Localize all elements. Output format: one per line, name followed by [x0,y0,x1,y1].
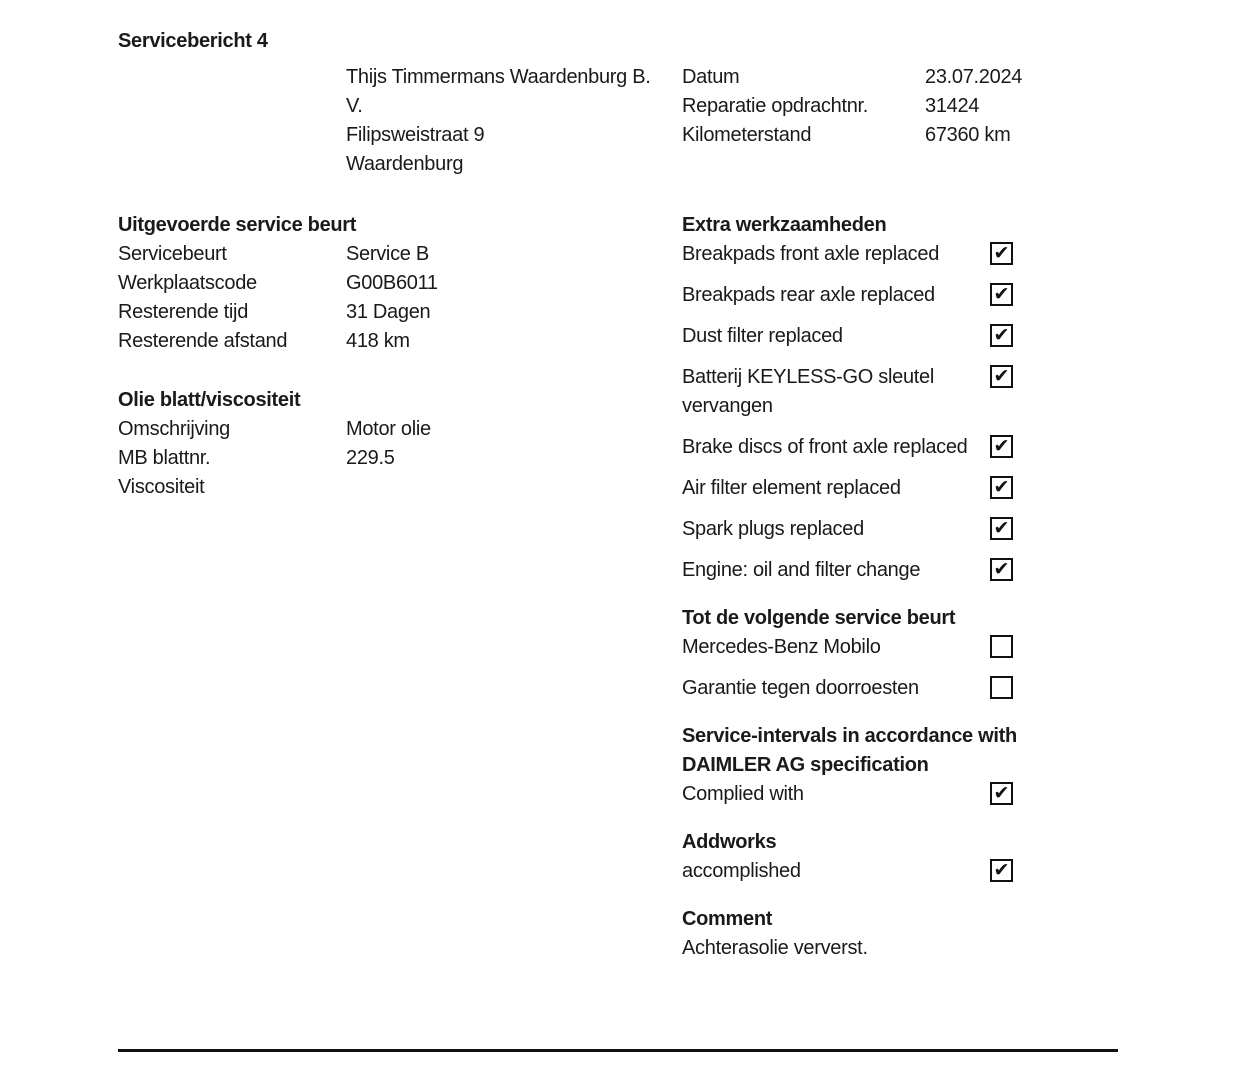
checkbox-brake-discs[interactable]: ✔ [990,435,1013,458]
kv-label: MB blattnr. [118,447,211,469]
check-label: Air filter element replaced [682,477,901,499]
check-row [682,857,1013,886]
check-row [682,556,1013,585]
check-label: Spark plugs replaced [682,518,864,540]
kv-row-mb-blattnr [118,444,558,473]
kv-value: G00B6011 [346,272,438,294]
meta-row-kilometerstand [682,121,1122,150]
kv-label: Servicebeurt [118,243,227,265]
meta-row-opdrachtnr [682,92,1122,121]
checkbox-engine-oil-filter[interactable]: ✔ [990,558,1013,581]
check-label: Engine: oil and filter change [682,559,921,581]
check-row [682,240,1013,269]
section-heading-service: Uitgevoerde service beurt [118,214,357,236]
checkbox-breakpads-front[interactable]: ✔ [990,242,1013,265]
checkbox-batterij-keyless[interactable]: ✔ [990,365,1013,388]
check-row [682,281,1013,310]
checkbox-garantie-doorroesten[interactable] [990,676,1013,699]
check-label: accomplished [682,860,801,882]
kv-value: 31 Dagen [346,301,431,323]
kv-label: Resterende afstand [118,330,288,352]
meta-value: 23.07.2024 [925,66,1023,88]
kv-value: 229.5 [346,447,395,469]
checkbox-dust-filter[interactable]: ✔ [990,324,1013,347]
left-column [118,211,558,502]
section-heading-addworks: Addworks [682,831,777,853]
meta-row-datum [682,63,1122,92]
checkbox-mobilo[interactable] [990,635,1013,658]
meta-label: Reparatie opdrachtnr. [682,95,869,117]
check-row [682,633,1013,662]
checkbox-breakpads-rear[interactable]: ✔ [990,283,1013,306]
kv-label: Omschrijving [118,418,230,440]
check-row [682,780,1013,809]
kv-row-resterende-afstand [118,327,558,356]
kv-value: Motor olie [346,418,431,440]
check-row [682,674,1013,703]
report-meta [682,63,1122,150]
meta-value: 67360 km [925,124,1011,146]
check-row [682,515,1013,544]
check-row [682,474,1013,503]
section-heading-next-service: Tot de volgende service beurt [682,607,956,629]
check-row [682,433,1013,462]
check-row [682,322,1013,351]
kv-row-viscositeit [118,473,558,502]
recipient-address [346,63,686,179]
footer-divider [118,1049,1118,1052]
kv-value [346,473,558,502]
comment-text: Achterasolie ververst. [682,937,868,959]
section-heading-oil: Olie blatt/viscositeit [118,389,301,411]
kv-label: Resterende tijd [118,301,249,323]
checkbox-air-filter[interactable]: ✔ [990,476,1013,499]
checkbox-addworks-accomplished[interactable]: ✔ [990,859,1013,882]
recipient-line: Waardenburg [346,153,464,175]
check-label: Mercedes-Benz Mobilo [682,636,881,658]
meta-label: Datum [682,66,740,88]
kv-row-werkplaatscode [118,269,558,298]
check-label: Garantie tegen doorroesten [682,677,919,699]
right-column [682,211,1017,963]
check-label: Dust filter replaced [682,325,843,347]
kv-label: Viscositeit [118,476,205,498]
section-heading-intervals: Service-intervals in accordance with DAIMLER AG specification [682,725,1017,776]
kv-value: 418 km [346,330,410,352]
check-label: Breakpads rear axle replaced [682,284,935,306]
recipient-line: V. [346,95,363,117]
section-heading-comment: Comment [682,908,773,930]
page-title: Servicebericht 4 [118,30,268,52]
check-label: Brake discs of front axle replaced [682,436,968,458]
check-label: Breakpads front axle replaced [682,243,940,265]
section-heading-extra: Extra werkzaamheden [682,214,887,236]
check-label: Batterij KEYLESS-GO sleutel vervangen [682,366,935,417]
check-row [682,363,1013,421]
checkbox-complied-with[interactable]: ✔ [990,782,1013,805]
kv-value: Service B [346,243,429,265]
kv-row-resterende-tijd [118,298,558,327]
checkbox-spark-plugs[interactable]: ✔ [990,517,1013,540]
kv-row-servicebeurt [118,240,558,269]
recipient-line: Filipsweistraat 9 [346,124,485,146]
meta-value: 31424 [925,95,980,117]
meta-label: Kilometerstand [682,124,812,146]
check-label: Complied with [682,783,804,805]
recipient-line: Thijs Timmermans Waardenburg B. [346,66,651,88]
kv-label: Werkplaatscode [118,272,257,294]
kv-row-omschrijving [118,415,558,444]
